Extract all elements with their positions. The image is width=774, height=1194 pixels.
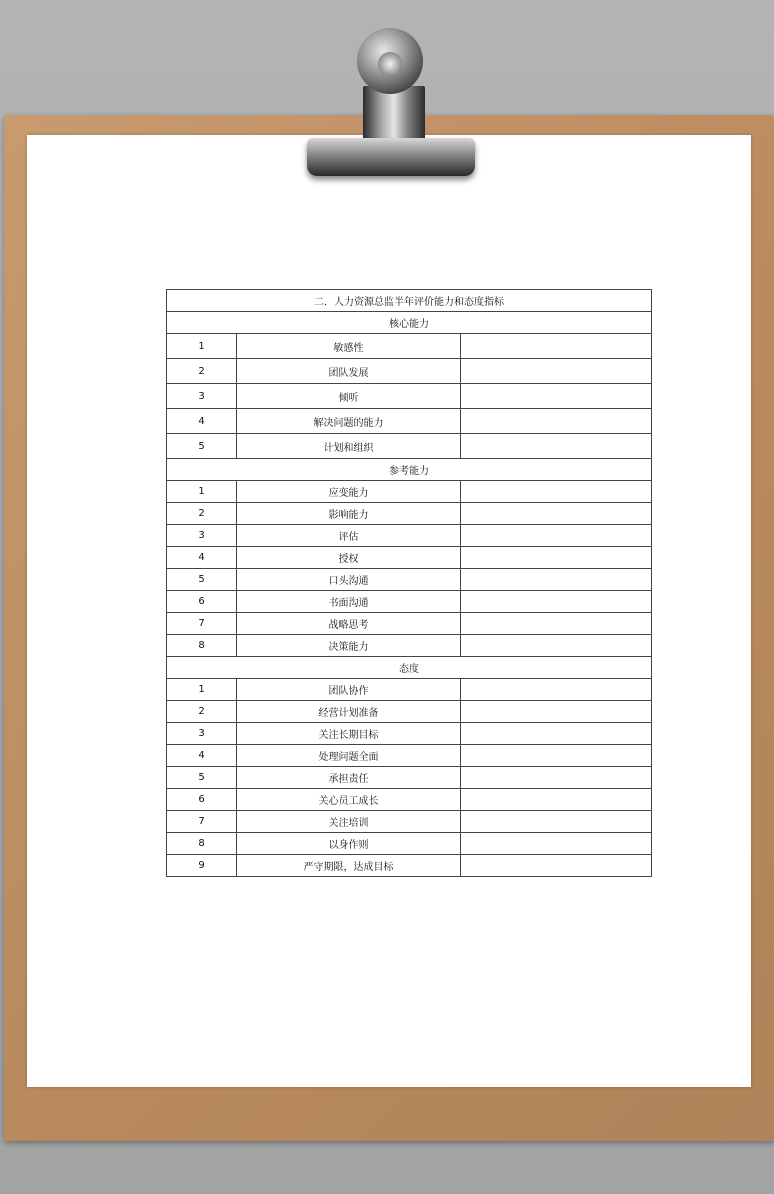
score-cell xyxy=(461,409,652,434)
evaluation-table xyxy=(166,289,652,877)
score-cell xyxy=(461,334,652,359)
row-number-cell: 8 xyxy=(167,833,237,855)
score-cell xyxy=(461,525,652,547)
indicator-name-cell: 承担责任 xyxy=(237,767,461,789)
table-row xyxy=(167,547,652,569)
indicator-name-cell: 授权 xyxy=(237,547,461,569)
section-header-row xyxy=(167,459,652,481)
indicator-name-cell: 敏感性 xyxy=(237,334,461,359)
indicator-name-cell: 经营计划准备 xyxy=(237,701,461,723)
row-number-cell: 5 xyxy=(167,767,237,789)
row-number-cell: 6 xyxy=(167,789,237,811)
indicator-name-cell: 团队协作 xyxy=(237,679,461,701)
table-title: 二．人力资源总监半年评价能力和态度指标 xyxy=(167,290,652,312)
score-cell xyxy=(461,613,652,635)
row-number-cell: 1 xyxy=(167,481,237,503)
score-cell xyxy=(461,701,652,723)
score-cell xyxy=(461,503,652,525)
row-number-cell: 8 xyxy=(167,635,237,657)
indicator-name-cell: 严守期限，达成目标 xyxy=(237,855,461,877)
section-title: 核心能力 xyxy=(167,312,652,334)
table-row xyxy=(167,635,652,657)
score-cell xyxy=(461,833,652,855)
table-row xyxy=(167,409,652,434)
row-number-cell: 2 xyxy=(167,503,237,525)
indicator-name-cell: 影响能力 xyxy=(237,503,461,525)
table-row xyxy=(167,384,652,409)
table-row xyxy=(167,434,652,459)
score-cell xyxy=(461,811,652,833)
row-number-cell: 4 xyxy=(167,409,237,434)
indicator-name-cell: 决策能力 xyxy=(237,635,461,657)
score-cell xyxy=(461,547,652,569)
table-row xyxy=(167,745,652,767)
table-row xyxy=(167,855,652,877)
indicator-name-cell: 应变能力 xyxy=(237,481,461,503)
table-row xyxy=(167,701,652,723)
clip-ring-hole xyxy=(378,52,402,76)
binder-clip-icon xyxy=(307,138,475,176)
score-cell xyxy=(461,359,652,384)
row-number-cell: 4 xyxy=(167,745,237,767)
row-number-cell: 3 xyxy=(167,384,237,409)
row-number-cell: 7 xyxy=(167,613,237,635)
table-row xyxy=(167,525,652,547)
table-row xyxy=(167,359,652,384)
score-cell xyxy=(461,384,652,409)
indicator-name-cell: 关心员工成长 xyxy=(237,789,461,811)
score-cell xyxy=(461,745,652,767)
indicator-name-cell: 以身作则 xyxy=(237,833,461,855)
row-number-cell: 2 xyxy=(167,701,237,723)
table-title-row xyxy=(167,290,652,312)
score-cell xyxy=(461,569,652,591)
indicator-name-cell: 团队发展 xyxy=(237,359,461,384)
indicator-name-cell: 倾听 xyxy=(237,384,461,409)
section-title: 参考能力 xyxy=(167,459,652,481)
row-number-cell: 1 xyxy=(167,679,237,701)
score-cell xyxy=(461,635,652,657)
row-number-cell: 7 xyxy=(167,811,237,833)
table-row xyxy=(167,789,652,811)
row-number-cell: 1 xyxy=(167,334,237,359)
score-cell xyxy=(461,789,652,811)
row-number-cell: 5 xyxy=(167,434,237,459)
indicator-name-cell: 战略思考 xyxy=(237,613,461,635)
indicator-name-cell: 解决问题的能力 xyxy=(237,409,461,434)
table-row xyxy=(167,723,652,745)
score-cell xyxy=(461,855,652,877)
indicator-name-cell: 评估 xyxy=(237,525,461,547)
score-cell xyxy=(461,481,652,503)
table-row xyxy=(167,811,652,833)
row-number-cell: 3 xyxy=(167,525,237,547)
table-row xyxy=(167,503,652,525)
indicator-name-cell: 处理问题全面 xyxy=(237,745,461,767)
row-number-cell: 9 xyxy=(167,855,237,877)
indicator-name-cell: 关注长期目标 xyxy=(237,723,461,745)
score-cell xyxy=(461,591,652,613)
score-cell xyxy=(461,679,652,701)
section-header-row xyxy=(167,657,652,679)
indicator-name-cell: 计划和组织 xyxy=(237,434,461,459)
table-row xyxy=(167,481,652,503)
table-row xyxy=(167,569,652,591)
indicator-name-cell: 书面沟通 xyxy=(237,591,461,613)
table-row xyxy=(167,679,652,701)
table-row xyxy=(167,833,652,855)
row-number-cell: 4 xyxy=(167,547,237,569)
indicator-name-cell: 关注培训 xyxy=(237,811,461,833)
table-row xyxy=(167,591,652,613)
clip-stem xyxy=(363,86,425,140)
score-cell xyxy=(461,767,652,789)
row-number-cell: 5 xyxy=(167,569,237,591)
section-header-row xyxy=(167,312,652,334)
table-row xyxy=(167,767,652,789)
table-row xyxy=(167,334,652,359)
row-number-cell: 3 xyxy=(167,723,237,745)
indicator-name-cell: 口头沟通 xyxy=(237,569,461,591)
section-title: 态度 xyxy=(167,657,652,679)
table-row xyxy=(167,613,652,635)
score-cell xyxy=(461,723,652,745)
score-cell xyxy=(461,434,652,459)
row-number-cell: 2 xyxy=(167,359,237,384)
row-number-cell: 6 xyxy=(167,591,237,613)
